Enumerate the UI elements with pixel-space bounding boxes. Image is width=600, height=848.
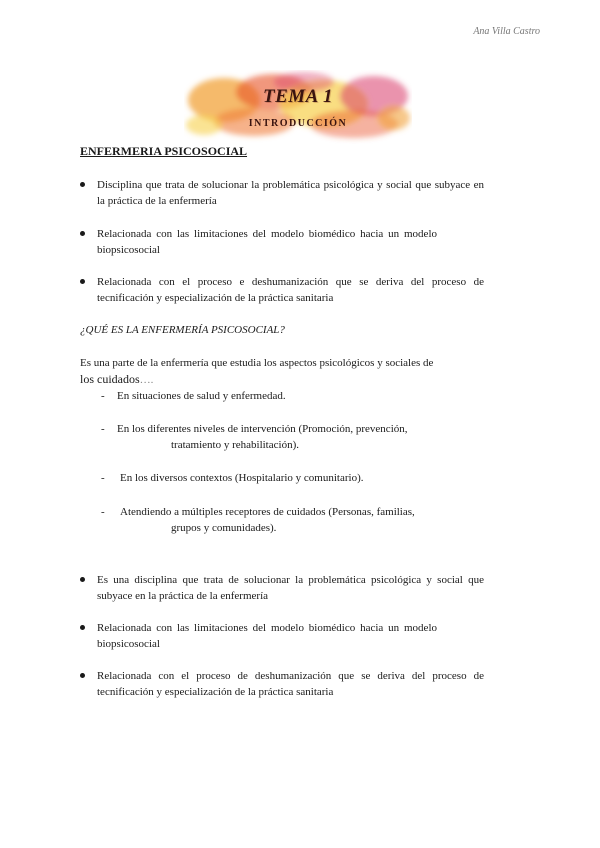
banner-title: TEMA 1: [262, 86, 334, 107]
bullet-icon: [80, 231, 85, 236]
definition-paragraph: Es una parte de la enfermería que estudia los aspectos psicológicos y sociales de los cuidados….: [80, 357, 434, 386]
author-name: Ana Villa Castro: [473, 26, 540, 37]
bullet-icon: [80, 182, 85, 187]
bullet-icon: [80, 625, 85, 630]
list-item: Disciplina que trata de solucionar la problemática psicológica y social que subyace en la práctica de la enfermería: [80, 177, 484, 209]
list-item: Relacionada con las limitaciones del modelo biomédico hacia un modelo biopsicosocial: [80, 620, 484, 652]
list-item: Es una disciplina que trata de solucionar la problemática psicológica y social que subyace en la práctica de la enfermería: [80, 572, 484, 604]
dash-item: - En los diversos contextos (Hospitalario y comunitario).: [101, 472, 364, 484]
list-item: Relacionada con el proceso de deshumanización que se deriva del proceso de tecnificación y especialización de la práctica sanitaria: [80, 668, 484, 700]
bullet-icon: [80, 279, 85, 284]
bullet-icon: [80, 577, 85, 582]
dash-item: - En los diferentes niveles de intervención (Promoción, prevención, tratamiento y rehabilitación).: [101, 423, 408, 451]
dash-item: - Atendiendo a múltiples receptores de cuidados (Personas, familias, grupos y comunidades).: [101, 506, 415, 534]
definition-tail: los cuidados: [80, 372, 140, 386]
dash-item: - En situaciones de salud y enfermedad.: [101, 390, 286, 402]
title-banner: [184, 70, 412, 144]
question-heading: ¿QUÉ ES LA ENFERMERÍA PSICOSOCIAL?: [80, 324, 285, 336]
section-heading: ENFERMERIA PSICOSOCIAL: [80, 144, 248, 158]
banner-subtitle: INTRODUCCIÓN: [248, 118, 348, 129]
list-item: Relacionada con el proceso e deshumanización que se deriva del proceso de tecnificación y especialización de la práctica sanitaria: [80, 274, 484, 306]
list-item: Relacionada con las limitaciones del modelo biomédico hacia un modelo biopsicosocial: [80, 226, 484, 258]
bullet-icon: [80, 673, 85, 678]
